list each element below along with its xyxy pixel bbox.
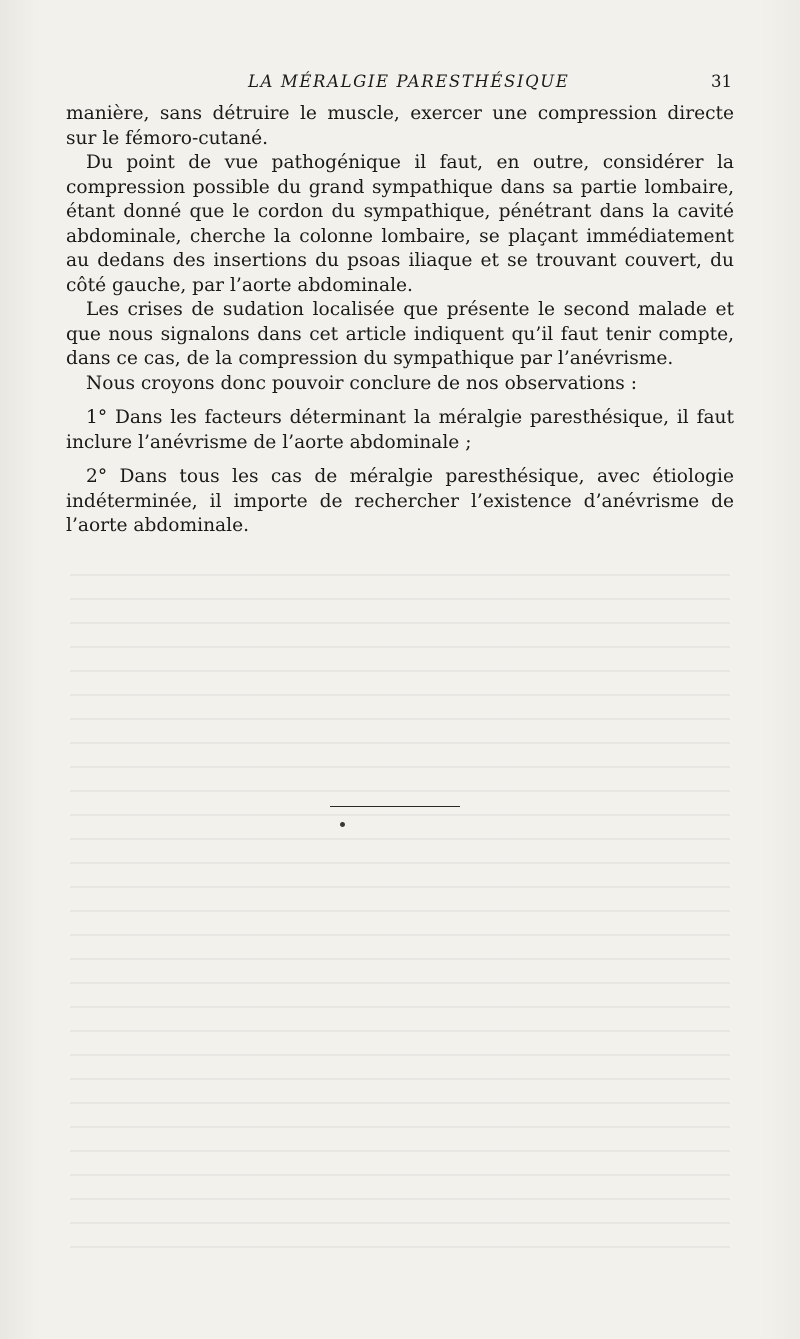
bleed-through-texture [70,560,730,1260]
paragraph-sudation: Les crises de sudation localisée que présente le second malade et que nous signalons dans cet article indiquent qu’il faut tenir compte, dans ce cas, de la compression du sympathique par l’anévrisme. [66,299,734,369]
paragraph-conclusion-intro: Nous croyons donc pouvoir conclure de nos observations : [86,372,638,394]
running-header [248,72,736,98]
page-number: 31 [711,72,732,91]
body-text [66,102,734,539]
conclusion-item-1: 1° Dans les facteurs déterminant la méralgie paresthésique, il faut inclure l’anévrisme de l’aorte abdominale ; [66,407,734,453]
section-divider-rule [330,806,460,807]
ink-speck [340,822,345,827]
paragraph-continuation: manière, sans détruire le muscle, exercer une compression directe sur le fémoro-cutané. [66,103,734,149]
paragraph-pathogenesis: Du point de vue pathogénique il faut, en outre, considérer la compression possible du grand sympathique dans sa partie lombaire, étant donné que le cordon du sympathique, pénétrant dans la cavité abdominale, cherche la colonne lombaire, se plaçant immédiatement au dedans des insertions du psoas iliaque et se trouvant couvert, du côté gauche, par l’aorte abdominale. [66,152,734,296]
conclusion-item-2: 2° Dans tous les cas de méralgie paresthésique, avec étiologie indéterminée, il importe de rechercher l’existence d’anévrisme de l’aorte abdominale. [66,466,734,536]
running-title: LA MÉRALGIE PARESTHÉSIQUE [248,72,570,91]
